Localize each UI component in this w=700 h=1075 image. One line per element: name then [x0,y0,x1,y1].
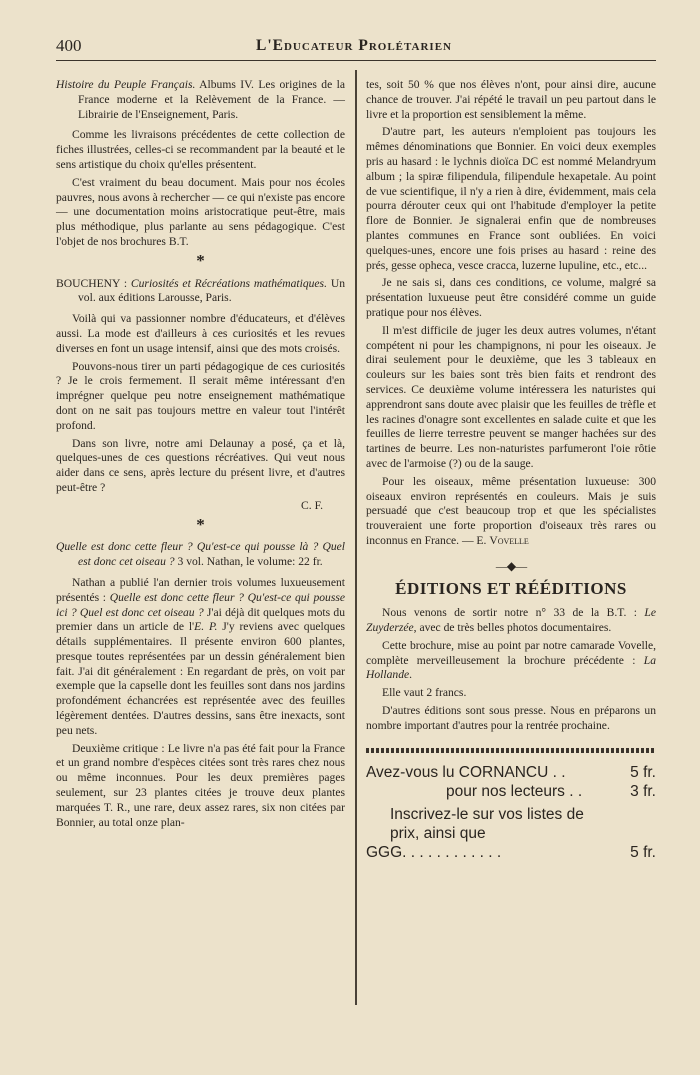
paragraph: Voilà qui va passionner nombre d'éducateurs, et d'élèves aussi. La mode est d'ailleurs à ces curiosités et les revues diverses en font un usage intensif, ainsi que des mots croisés. [56,312,345,355]
advertisement [366,763,656,862]
paragraph: Pouvons-nous tirer un parti pédagogique de ces curiosités ? Je le crois fermement. Il serait même intéressant d'en imprégner quelque peu notre enseignement mathématique dont on ne sait pas toujours mettre en valeur tout l'intérêt profond. [56,359,345,432]
paragraph: Nathan a publié l'an dernier trois volumes luxueusement présentés : Quelle est donc cette fleur ? Qu'est-ce qui pousse ici ? Quel est donc cet oiseau ? J'ai déjà dit quelques mots du premier dans un article de l'E. P. J'y reviens avec quelques détails supplémentaires. Il présente environ 600 plantes, presque toutes représentées par un dessin généralement bien fait. J'ai dit généralement : En regardant de près, on voit par exemple que la capselle dont les feuilles sont dans nos jardins profondément échancrées est représentée avec des feuilles légèrement dentées. D'autres dessins, sans être inexacts, sont peu nets. [56,575,346,737]
paragraph: tes, soit 50 % que nos élèves n'ont, pour ainsi dire, aucune chance de trouver. J'ai répété le travail un peu partout dans le livre et la proportion est sensiblement la même. [366,78,656,121]
paragraph: Deuxième critique : Le livre n'a pas été fait pour la France et un grand nombre d'espèces citées sont très rares chez nous ou même inconnues. Pour les deux premières pages seulement, sur 23 plantes citées je trouve deux plantes marquées T. R., une rare, deux assez rares, six non citées par Bonnier, au total onze plan- [56,741,345,829]
paragraph: D'autre part, les auteurs n'emploient pas toujours les mêmes dénominations que Bonnier. En voici deux exemples pris au hasard : le lychnis dioïca DC est nommé Melandryum album ; la spiræ filipendula, filipendule hexapetale. Au point de vue scientifique, il n'y a rien à dire, évidemment, mais cela pourra dérouter ceux qui ont l'habitude d'employer la petite flore de Bonnier. Je signalerai enfin que de nombreuses plantes communes en France sont oubliées. En voici quelques-unes, encore une fois prises au hasard : reine des prés, gesse opheca, vesce cracca, luzerne lupuline, etc., etc... [366,125,656,272]
ad-line: pour nos lecteurs . . 3 fr. [446,782,656,800]
review-title: Histoire du Peuple Français. [56,78,196,91]
dotted-rule [366,748,656,753]
paragraph: Elle vaut 2 francs. [382,686,467,700]
ad-line: Avez-vous lu CORNANCU . . 5 fr. [366,763,656,781]
ad-line: GGG. . . . . . . . . . . . 5 fr. [366,843,656,861]
ad-line: prix, ainsi que [390,824,486,842]
review-reference: BOUCHENY : Curiosités et Récréations mathématiques. Un vol. aux éditions Larousse, Paris. [56,276,345,305]
paragraph: Pour les oiseaux, même présentation luxueuse: 300 oiseaux environ représentés en couleurs. Mais je suis persuadé que c'est beaucoup trop et que les spécialistes trouveraient une forte proportion d'oiseaux très rares ou inconnus en France. — E. Vovelle [366,474,656,547]
asterisk-separator: * [196,250,205,270]
page-header [56,34,656,61]
review-title: Quelle est donc cette fleur ? Qu'est-ce qui pousse là ? Quel est donc cet oiseau ? [56,540,345,569]
left-column [56,78,345,833]
column-divider [355,70,357,1005]
right-column [366,78,656,862]
paragraph: D'autres éditions sont sous presse. Nous en préparons un nombre important d'autres pour la rentrée prochaine. [366,704,656,732]
review-reference: Quelle est donc cette fleur ? Qu'est-ce qui pousse là ? Quel est donc cet oiseau ? 3 vol. Nathan, le volume: 22 fr. [56,540,345,569]
paragraph: Je ne sais si, dans ces conditions, ce volume, malgré sa présentation luxueuse peut être considéré comme un guide pratique pour nos élèves. [366,276,656,319]
paragraph: Nous venons de sortir notre n° 33 de la B.T. : Le Zuyderzée, avec de très belles photos documentaires. [366,606,656,635]
ad-line: Inscrivez-le sur vos listes de [390,805,584,823]
asterisk-separator: * [196,514,205,534]
paragraph: C'est vraiment du beau document. Mais pour nos écoles pauvres, nous avons à rechercher — ce qui n'existe pas encore — une documentation moins aristocratique peut-être, mais plus méthodique, plus parlante au sens pédagogique. C'est l'objet de nos brochures B.T. [56,175,345,248]
author-signature: Vovelle [489,533,529,547]
ornament-divider: —◆— [495,558,527,573]
signature: C. F. [301,498,323,512]
paragraph: Dans son livre, notre ami Delaunay a posé, ça et là, quelques-unes de ces questions récréatives. Qui veut nous aider dans ce sens, après lecture du présent livre, et d'autres peut-être ? [56,436,345,494]
review-reference: Histoire du Peuple Français. Albums IV. Les origines de la France moderne et la Relèvement de la France. — Librairie de l'Enseignement, Paris. [56,78,345,121]
paragraph: Comme les livraisons précédentes de cette collection de fiches illustrées, celles-ci se recommandent par la beauté et le sens artistique du choix qu'elles présentent. [56,128,345,171]
paragraph: Cette brochure, mise au point par notre camarade Vovelle, complète merveilleusement la brochure précédente : La Hollande. [366,638,656,682]
journal-title: L'Educateur Prolétarien [256,37,452,54]
page-number: 400 [56,36,82,55]
paragraph: Il m'est difficile de juger les deux autres volumes, n'étant compétent ni pour les champignons, ni pour les oiseaux. Je dirai seulement pour le deuxième, que les 3 tableaux en couleurs sur les baies sont très bien faits et rendront des services. Ce deuxième volume intéressera les naturistes qui apprendront sans doute avec plaisir que les feuilles de trèfle et les racines d'onagre sont excellentes en salade cuite et que les feuilles de lierre terrestre peuvent se manger hachées sur des tartines de beurre. Les non-naturistes parfumeront l'oie rôtie avec de l'armoise (?) ou de la sauge. [366,323,656,470]
review-title: Curiosités et Récréations mathématiques. [130,276,327,290]
section-title: ÉDITIONS ET RÉÉDITIONS [395,578,627,598]
